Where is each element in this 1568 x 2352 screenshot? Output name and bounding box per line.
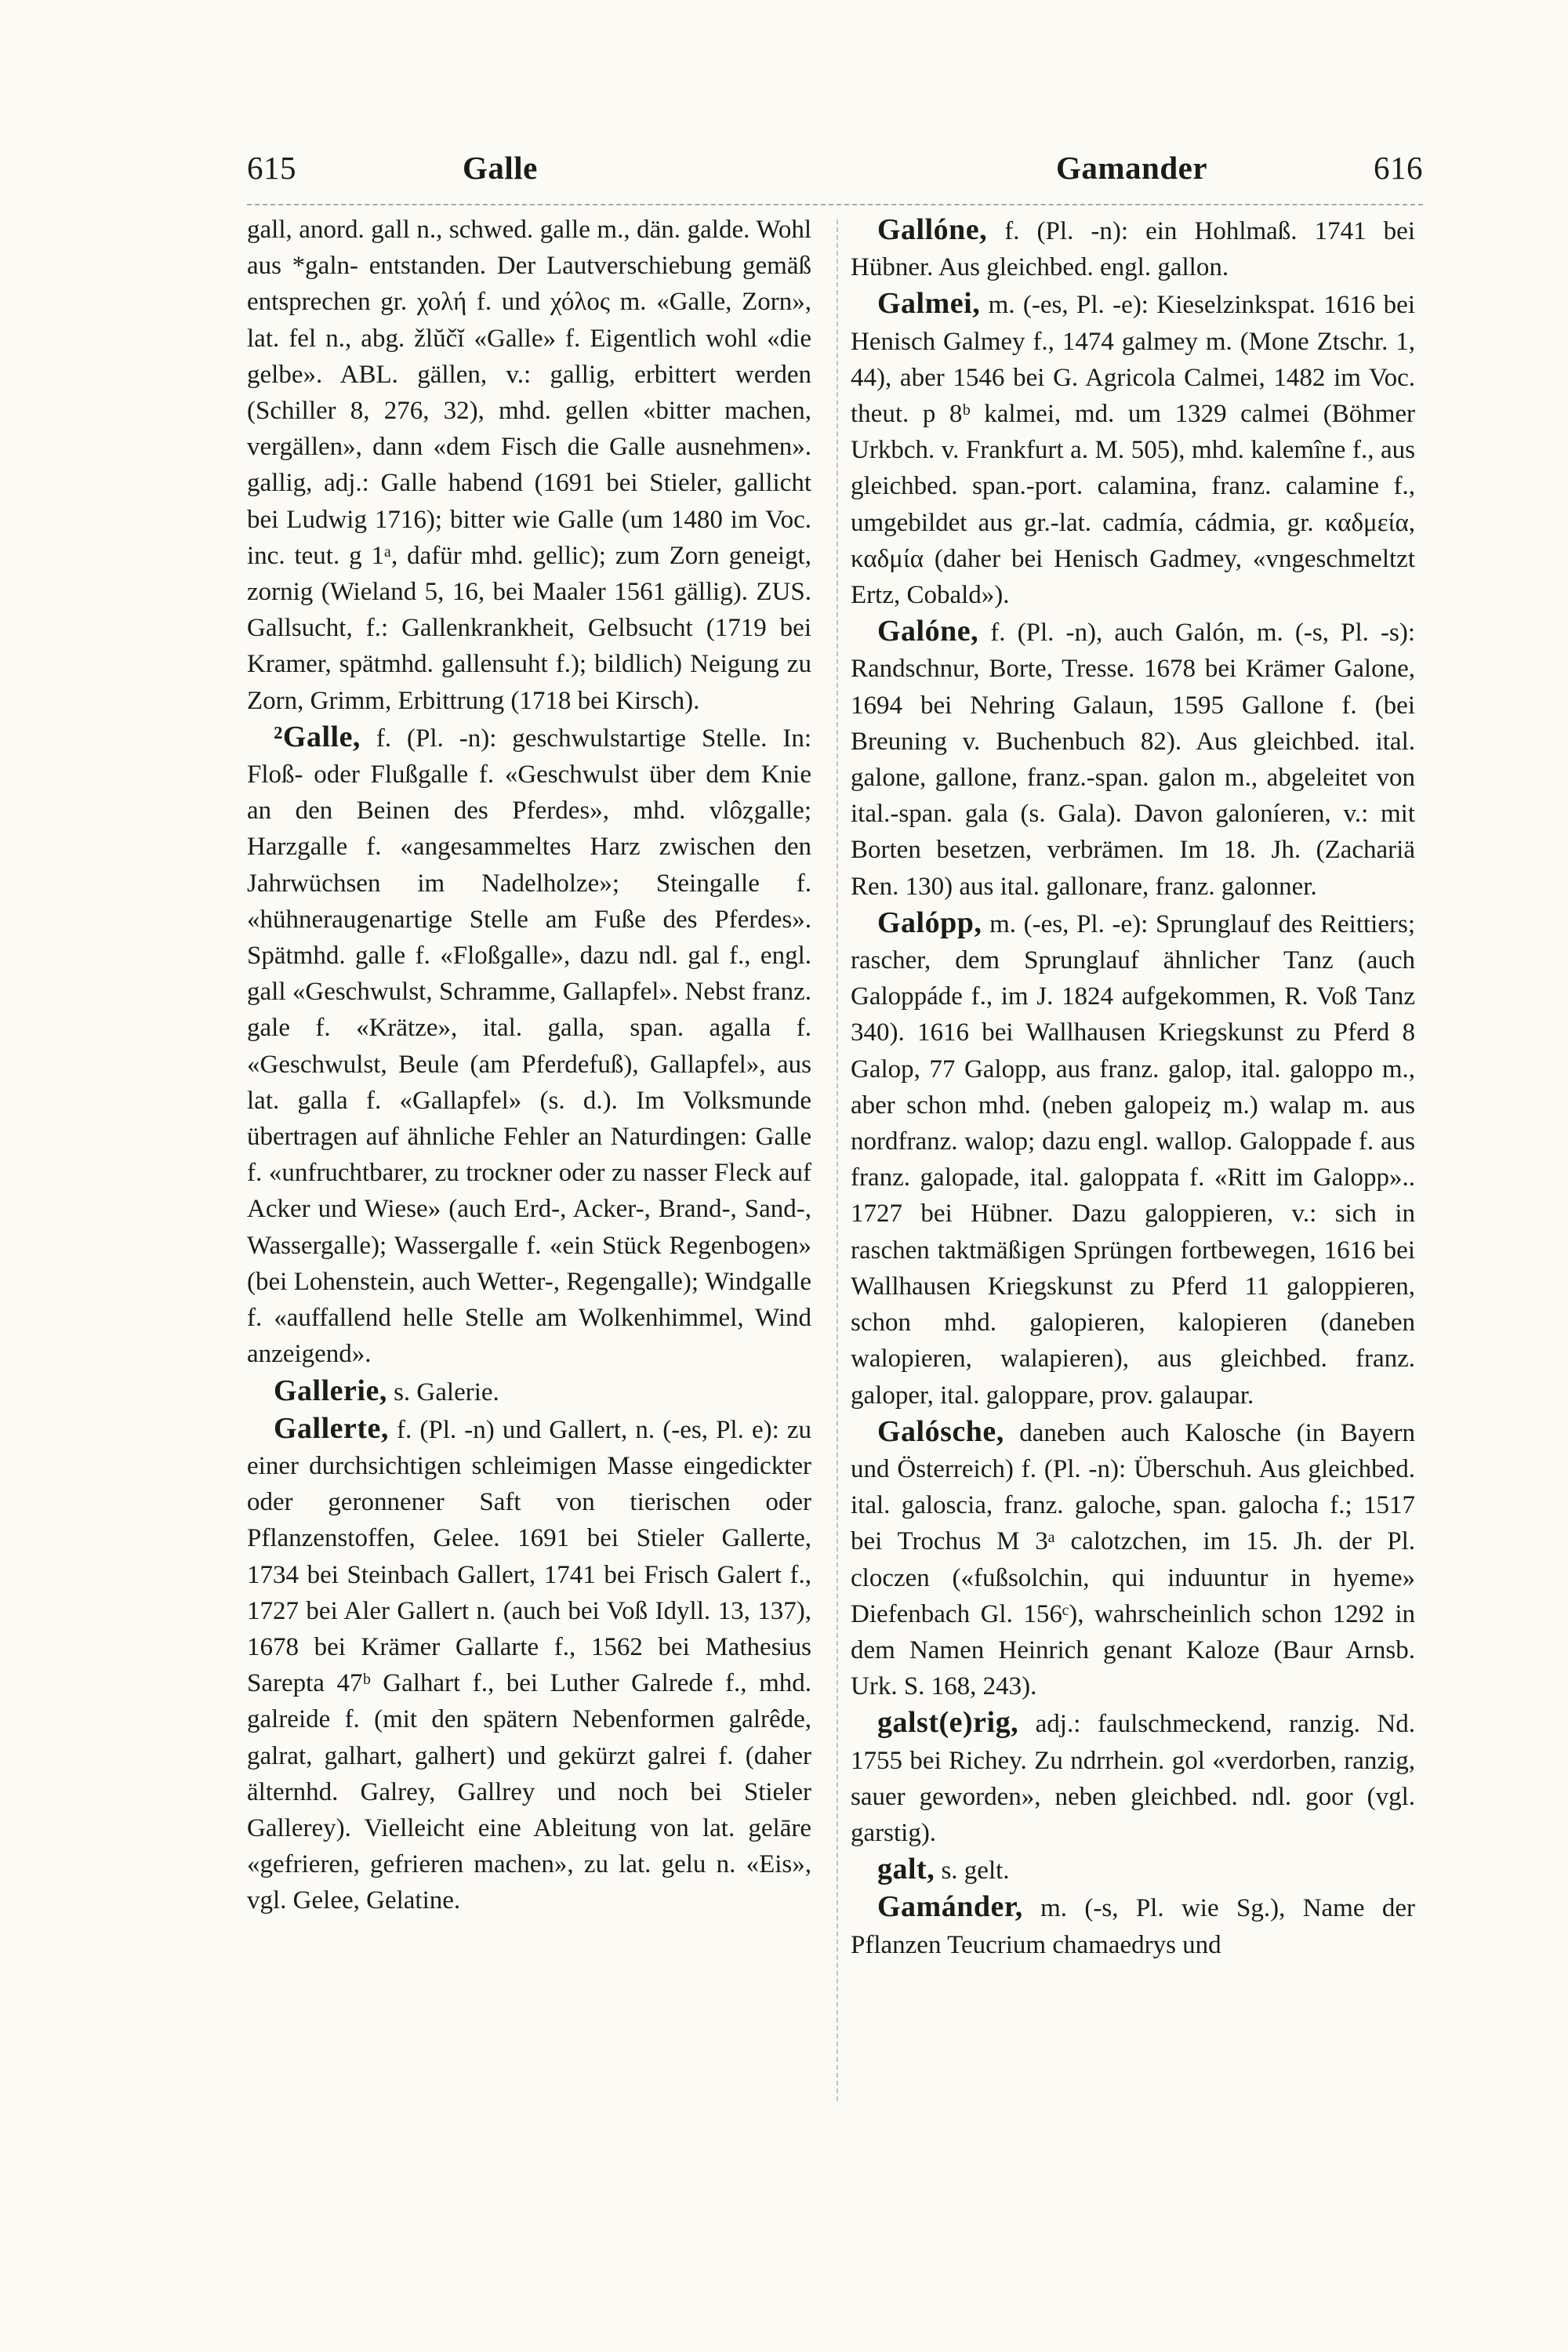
headword: Galósche, <box>877 1414 1004 1448</box>
header-rule <box>247 204 1423 205</box>
right-column <box>851 212 1415 1963</box>
entry-galosche <box>851 1414 1415 1705</box>
headword: galt, <box>877 1853 935 1886</box>
entry-text: f. (Pl. -n), auch Galón, m. (-s, Pl. -s): Randschnur, Borte, Tresse. 1678 bei Krämer Galone, 1694 bei Nehring Galaun, 1595 Gallone f. (bei Breuning v. Buchenbuch 82). Aus gleichbed. ital. galone, gallone, franz.-span. galon m., abgeleitet von ital.-span. gala (s. Gala). Davon galoníeren, v.: mit Borten besetzen, verbrämen. Im 18. Jh. (Zachariä Ren. 130) aus ital. gallonare, franz. galonner. <box>851 619 1415 901</box>
entry-galone <box>851 613 1415 905</box>
headword: Gallóne, <box>877 213 988 246</box>
headword: galst(e)rig, <box>877 1706 1019 1740</box>
entry-text: m. (-es, Pl. -e): Sprunglauf des Reittiers; rascher, dem Sprunglauf ähnlicher Tanz (auch Galoppáde f., im J. 1824 aufgekommen, R. Voß Tanz 340). 1616 bei Wallhausen Kriegskunst zu Pferd 8 Galop, 77 Galopp, aus franz. galop, ital. galoppo m., aber schon mhd. (neben galopeiȥ m.) walap m. aus nordfranz. walop; dazu engl. wallop. Galoppade f. aus franz. galopade, ital. galoppata f. «Ritt im Galopp».. 1727 bei Hübner. Dazu galoppieren, v.: sich in raschen taktmäßigen Sprüngen fortbewegen, 1616 bei Wallhausen Kriegskunst zu Pferd 11 galoppieren, schon mhd. galopieren, kalopieren (daneben walopieren, walapieren), aus gleichbed. franz. galoper, ital. galoppare, prov. galaupar. <box>851 909 1415 1410</box>
headword: Galópp, <box>877 906 982 939</box>
entry-gallerte <box>247 1410 811 1919</box>
headword: Galóne, <box>877 615 979 648</box>
left-column <box>247 212 811 1919</box>
entry-galle-2 <box>247 719 811 1373</box>
entry-text: daneben auch Kalosche (in Bayern und Österreich) f. (Pl. -n): Überschuh. Aus gleichbed. ital. galoscia, franz. galoche, span. galocha f.; 1517 bei Trochus M 3ᵃ calotzchen, im 15. Jh. der Pl. cloczen («fußsolchin, qui induuntur in hyeme» Diefenbach Gl. 156ᶜ), wahrscheinlich schon 1292 in dem Namen Heinrich genant Kaloze (Baur Arnsb. Urk. S. 168, 243). <box>851 1418 1415 1701</box>
entry-text: m. (-s, Pl. wie Sg.), Name der Pflanzen Teucrium chamaedrys und <box>851 1894 1415 1959</box>
entry-gamander <box>851 1889 1415 1962</box>
column-divider <box>837 220 838 2101</box>
running-header <box>247 149 1423 196</box>
entry-galmei <box>851 285 1415 613</box>
entry-galopp <box>851 905 1415 1414</box>
entry-gallerie <box>247 1373 811 1410</box>
entry-text: adj.: faulschmeckend, ranzig. Nd. 1755 bei Richey. Zu ndrrhein. gol «verdorben, ranzig, sauer geworden», neben gleichbed. ndl. goor (vgl. garstig). <box>851 1710 1415 1847</box>
headword: Gallerte, <box>274 1411 389 1445</box>
page-number-right: 616 <box>1374 150 1423 186</box>
entry-galle-continued: gall, anord. gall n., schwed. galle m., dän. galde. Wohl aus *galn- entstanden. Der Lautverschiebung gemäß entsprechen gr. χολή f. und χόλος m. «Galle, Zorn», lat. fel n., abg. žlŭčĭ «Galle» f. Eigentlich wohl «die gelbe». ABL. gällen, v.: gallig, erbittert werden (Schiller 8, 276, 32), mhd. gellen «bitter machen, vergällen», dann «dem Fisch die Galle ausnehmen». gallig, adj.: Galle habend (1691 bei Stieler, gallicht bei Ludwig 1716); bitter wie Galle (um 1480 im Voc. inc. teut. g 1ᵃ, dafür mhd. gellic); zum Zorn geneigt, zornig (Wieland 5, 16, bei Maaler 1561 gällig). ZUS. Gallsucht, f.: Gallenkrankheit, Gelbsucht (1719 bei Kramer, spätmhd. gallensuht f.); bildlich) Neigung zu Zorn, Grimm, Erbittrung (1718 bei Kirsch). <box>247 216 811 715</box>
headword: Gamánder, <box>877 1890 1023 1924</box>
page-number-left: 615 <box>247 150 296 186</box>
entry-text: f. (Pl. -n): ein Hohlmaß. 1741 bei Hübner. Aus gleichbed. engl. gallon. <box>851 217 1415 282</box>
entry-text: s. gelt. <box>935 1857 1010 1886</box>
entry-galsterig <box>851 1704 1415 1851</box>
entry-text: f. (Pl. -n): geschwulstartige Stelle. In: Floß- oder Flußgalle f. «Geschwulst über dem Knie an den Beinen des Pferdes», mhd. vlôȥgalle; Harzgalle f. «angesammeltes Harz zwischen den Jahrwüchsen im Nadelholze»; Steingalle f. «hühneraugenartige Stelle am Fuße des Pferdes». Spätmhd. galle f. «Floßgalle», dazu ndl. gal f., engl. gall «Geschwulst, Schramme, Gallapfel». Nebst franz. gale f. «Krätze», ital. galla, span. agalla f. «Geschwulst, Beule (am Pferdefuß), Gallapfel», aus lat. galla f. «Gallapfel» (s. d.). Im Volksmunde übertragen auf ähnliche Fehler an Naturdingen: Galle f. «unfruchtbarer, zu trockner oder zu nasser Fleck auf Acker und Wiese» (auch Erd-, Acker-, Brand-, Sand-, Wassergalle); Wassergalle f. «ein Stück Regenbogen» (bei Lohenstein, auch Wetter-, Regengalle); Windgalle f. «auffallend helle Stelle am Wolkenhimmel, Wind anzeigend». <box>247 724 811 1369</box>
headword: Galmei, <box>877 287 981 321</box>
entry-gallone <box>851 212 1415 285</box>
entry-text: m. (-es, Pl. -e): Kieselzinkspat. 1616 bei Henisch Galmey f., 1474 galmey m. (Mone Ztschr. 1, 44), aber 1546 bei G. Agricola Calmei, 1482 im Voc. theut. p 8ᵇ kalmei, md. um 1329 calmei (Böhmer Urkbch. v. Frankfurt a. M. 505), mhd. kalemîne f., aus gleichbed. span.-port. calamina, franz. calamine f., umgebildet aus gr.-lat. cadmía, cádmia, gr. καδμεία, καδμία (daher bei Henisch Gadmey, «vngeschmeltzt Ertz, Cobald»). <box>851 291 1415 610</box>
headword: ²Galle, <box>274 720 361 753</box>
running-headword-right: Gamander <box>1056 150 1208 186</box>
entry-text: f. (Pl. -n) und Gallert, n. (-es, Pl. e): zu einer durchsichtigen schleimigen Masse eingedickter oder geronnener Saft von tierischen oder Pflanzenstoffen, Gelee. 1691 bei Stieler Gallerte, 1734 bei Steinbach Gallert, 1741 bei Frisch Galert f., 1727 bei Aler Gallert n. (auch bei Voß Idyll. 13, 137), 1678 bei Krämer Gallarte f., 1562 bei Mathesius Sarepta 47ᵇ Galhart f., bei Luther Galrede f., mhd. galreide f. (mit den spätern Nebenformen galrêde, galrat, galhart, galhert) und gekürzt galrei f. (daher älternhd. Galrey, Gallrey und noch bei Stieler Gallerey). Vielleicht eine Ableitung von lat. gelāre «gefrieren, gefrieren machen», zu lat. gelu n. «Eis», vgl. Gelee, Gelatine. <box>247 1415 811 1915</box>
dictionary-page <box>247 0 1423 2352</box>
running-headword-left: Galle <box>463 150 538 186</box>
entry-galt <box>851 1851 1415 1889</box>
headword: Gallerie, <box>274 1374 387 1407</box>
entry-text: s. Galerie. <box>387 1377 499 1406</box>
